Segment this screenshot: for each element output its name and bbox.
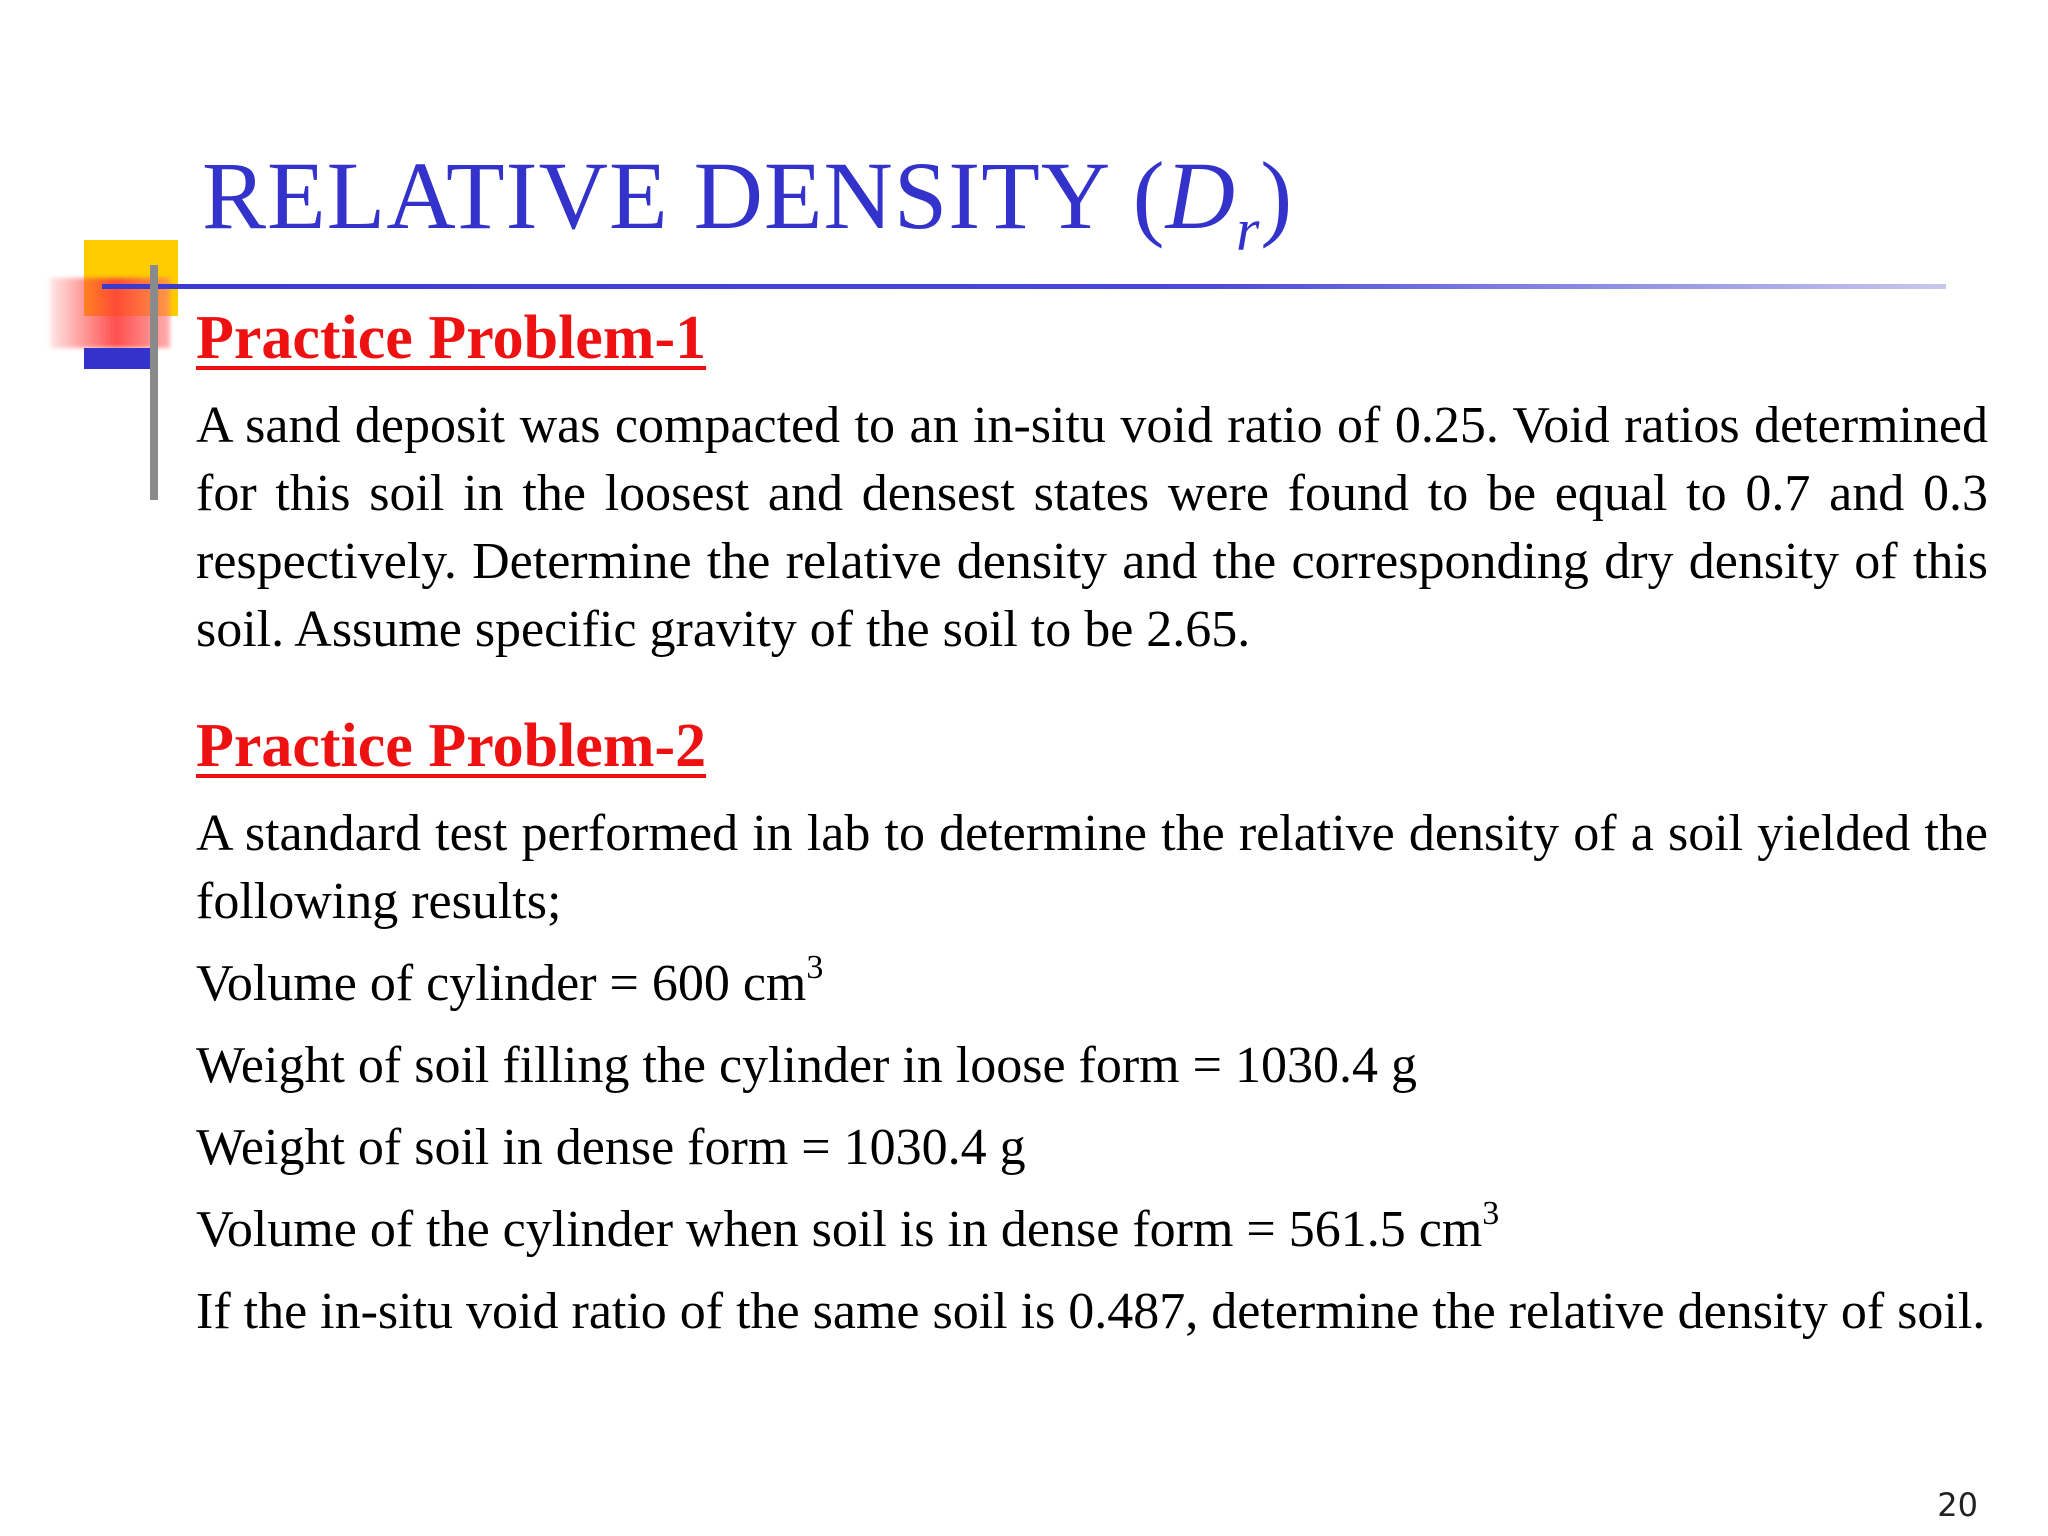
problem-2-intro: A standard test performed in lab to determine the relative density of a soil yielded the following results; [196,805,1988,930]
dense-volume-text: Volume of the cylinder when soil is in dense form = 561.5 cm [196,1201,1483,1258]
problem-2-loose-weight-line: Weight of soil filling the cylinder in loose form = 1030.4 g [196,1037,1417,1094]
volume-text: Volume of cylinder = 600 cm [196,955,807,1012]
problem-2-dense-volume-line [196,1196,1988,1264]
volume-superscript: 3 [806,949,824,986]
title-underline-rule [102,284,1946,289]
title-close: ) [1260,142,1294,249]
title-text: RELATIVE DENSITY ( [202,142,1166,249]
dense-volume-superscript: 3 [1482,1195,1500,1232]
decorative-vertical-line [150,265,158,500]
problem-2-dense-weight-line: Weight of soil in dense form = 1030.4 g [196,1119,1026,1176]
slide-title [202,140,1293,265]
decorative-blue-bar [84,348,156,369]
problem-1-text: A sand deposit was compacted to an in-situ void ratio of 0.25. Void ratios determined for this soil in the loosest and densest states were found to be equal to 0.7 and 0.3 respectively. Determine the relative density and the corresponding dry density of this soil. Assume specific gravity of the soil to be 2.65. [196,397,1988,658]
title-symbol: D [1165,142,1236,249]
slide-content [196,300,1988,1346]
problem-2-heading: Practice Problem-2 [196,712,707,780]
problem-2-question: If the in-situ void ratio of the same soil is 0.487, determine the relative density of soil. [196,1283,1986,1340]
title-subscript: r [1235,197,1261,263]
problem-1-heading: Practice Problem-1 [196,304,707,372]
problem-2-volume-line [196,950,1988,1018]
page-number: 20 [1937,1486,1978,1524]
